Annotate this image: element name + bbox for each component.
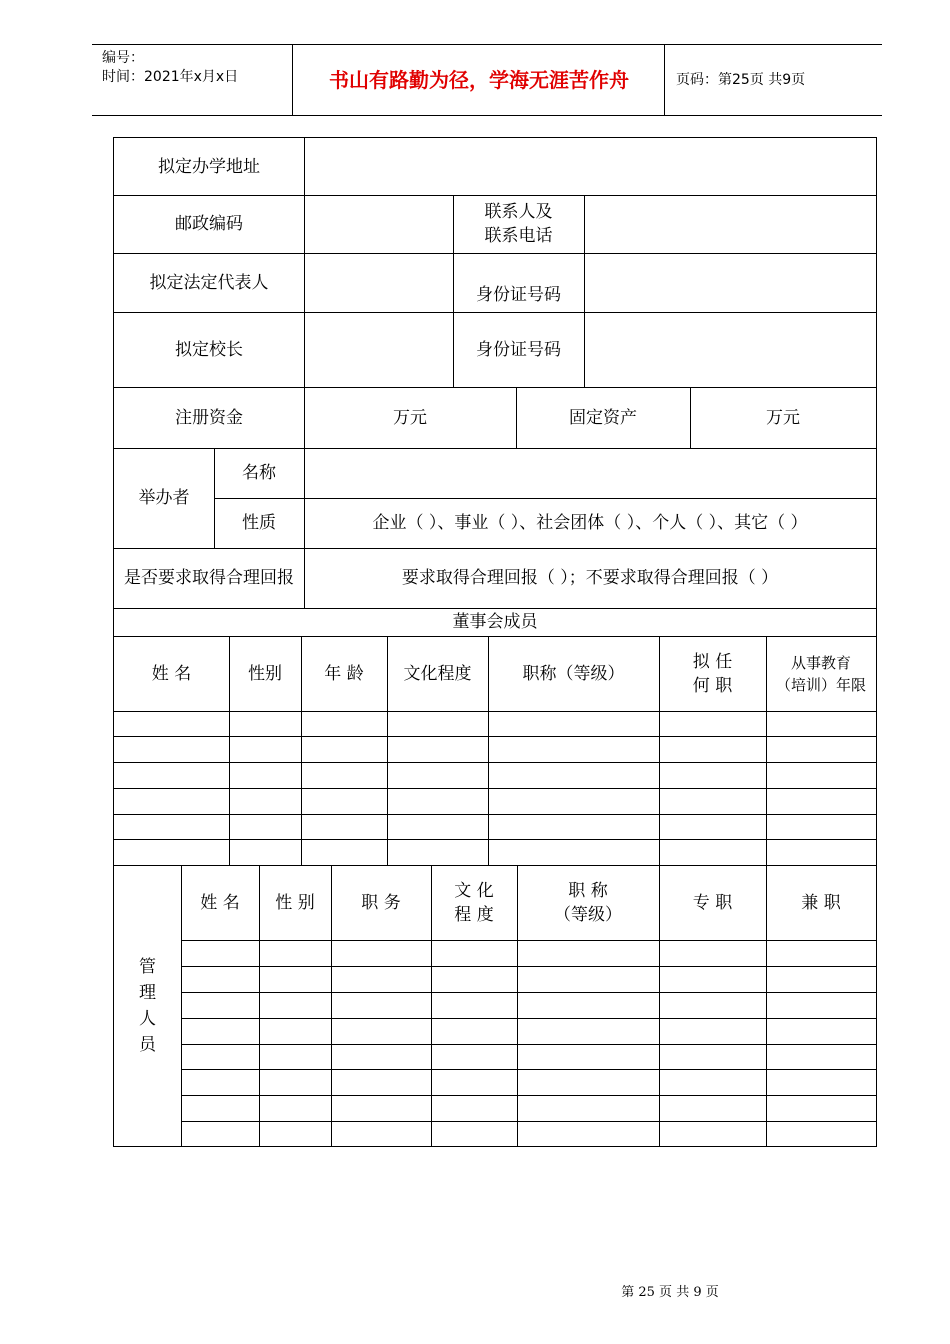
application-form [113,137,877,1147]
organizer-name-label: 名称 [242,463,276,483]
board-col-age: 年 龄 [324,663,364,684]
board-col-education: 文化程度 [403,663,472,684]
nature-options: 企业（ ）、事业（ ）、社会团体（ ）、个人（ ）、其它（ ） [372,513,808,533]
board-title: 董事会成员 [452,612,538,632]
row-line [181,1044,876,1045]
mgmt-col-education: 文 化 程 度 [454,880,494,925]
row-line [181,1069,876,1070]
id-number-label: 身份证号码 [476,285,561,305]
page-footer: 第 25 页 共 9 页 [621,1285,719,1300]
mgmt-col-parttime: 兼 职 [801,892,841,913]
postcode-label: 邮政编码 [175,214,243,234]
board-col-years: 从事教育 （培训）年限 [775,653,866,694]
mgmt-col-duty: 职 务 [361,892,401,913]
mgmt-col-title: 职 称 （等级） [554,880,622,925]
principal-label: 拟定校长 [175,339,243,360]
return-options: 要求取得合理回报（ ）；不要求取得合理回报（ ） [401,568,779,588]
header-divider [292,45,293,115]
capital-unit: 万元 [393,407,427,428]
organizer-label: 举办者 [138,488,190,508]
organizer-nature-label: 性质 [242,513,276,533]
fixed-assets-unit: 万元 [766,407,800,428]
row-line [181,966,876,967]
board-col-gender: 性别 [248,663,282,684]
fixed-assets-label: 固定资产 [569,407,637,428]
address-label: 拟定办学地址 [158,156,260,177]
header-page-info: 页码：第25页 共9页 [676,72,806,88]
number-label: 编号： [102,50,144,66]
management-label: 管 理 人 员 [139,956,156,1055]
mgmt-col-name: 姓 名 [200,892,240,913]
row-line [181,1121,876,1122]
row-line [181,992,876,993]
id-number-label: 身份证号码 [476,339,561,360]
mgmt-col-fulltime: 专 职 [692,892,733,913]
contact-label [453,195,584,253]
header-meta [102,49,238,87]
header-motto: 书山有路勤为径，学海无涯苦作舟 [329,68,629,92]
capital-label: 注册资金 [175,407,243,428]
row-line [181,1018,876,1019]
page-header [92,44,882,116]
col-line [584,195,585,387]
board-col-title: 职称（等级） [522,663,625,684]
legal-rep-label: 拟定法定代表人 [149,272,269,293]
time-label: 时间：2021年x月x日 [102,69,239,85]
contact-label-line1: 联系人及 [484,202,553,222]
board-col-name: 姓 名 [151,663,192,684]
mgmt-col-gender: 性 别 [275,892,315,913]
header-divider [664,45,665,115]
row-line [181,1095,876,1096]
return-label: 是否要求取得合理回报 [124,568,294,588]
row-line [181,940,876,941]
board-col-position: 拟 任 何 职 [692,651,733,696]
contact-label-line2: 联系电话 [484,226,553,246]
